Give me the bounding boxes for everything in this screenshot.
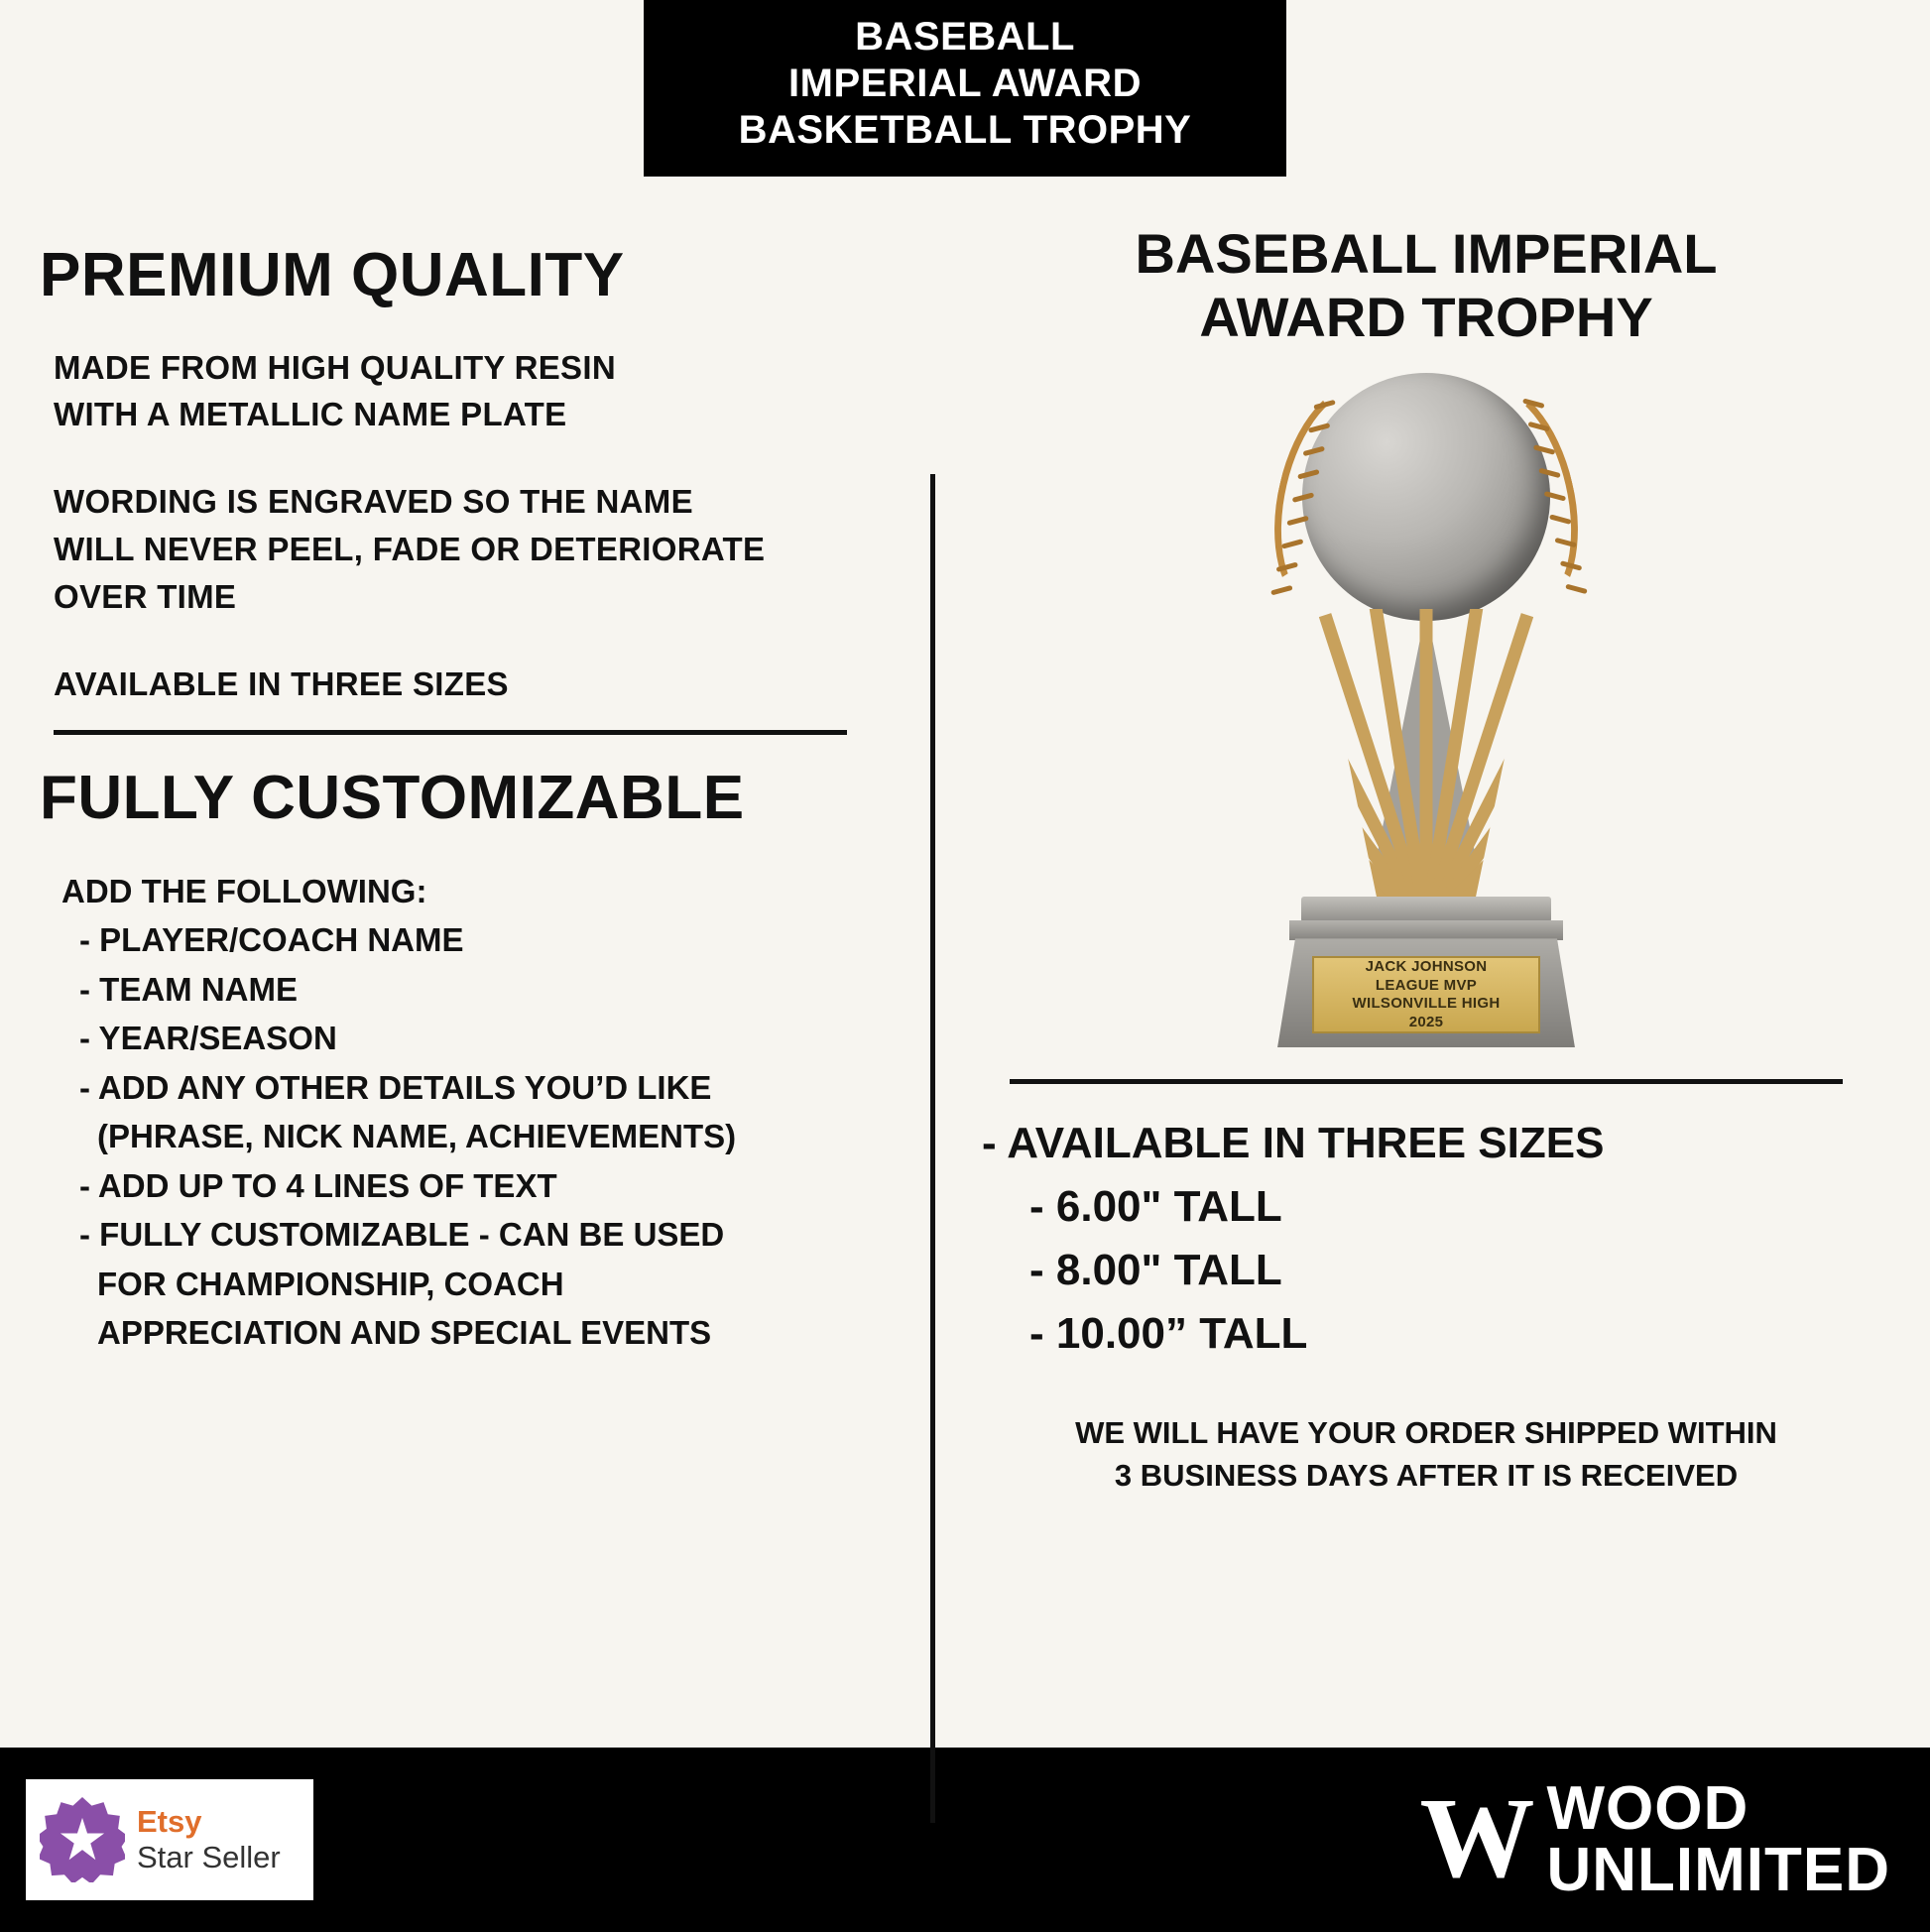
plate-line-4: 2025 [1408,1014,1444,1031]
stitch-icon [1549,515,1572,526]
stitch-icon [1527,422,1550,432]
resin-line-2: WITH A METALLIC NAME PLATE [54,396,567,433]
stitch-icon [1313,400,1336,411]
product-title-line-2: AWARD TROPHY [1199,285,1653,348]
baseball-icon [1302,373,1550,621]
shipping-line-1: WE WILL HAVE YOUR ORDER SHIPPED WITHIN [1075,1414,1777,1450]
list-item: - TEAM NAME [79,970,298,1008]
banner-line-1: BASEBALL [855,15,1075,59]
baseball-seam-right-icon [1431,373,1599,622]
stitch-icon [1522,399,1545,410]
brand-mark-icon: W [1419,1775,1529,1903]
plate-line-3: WILSONVILLE HIGH [1352,995,1501,1013]
engraving-line-2: WILL NEVER PEEL, FADE OR DETERIORATE [54,531,766,568]
engraving-paragraph [40,478,883,621]
list-item: APPRECIATION AND SPECIAL EVENTS [97,1314,712,1352]
stitch-icon [1538,468,1561,479]
shipping-line-2: 3 BUSINESS DAYS AFTER IT IS RECEIVED [1114,1457,1739,1493]
list-item: ADD THE FOLLOWING: [61,872,427,909]
trophy-illustration [1218,373,1634,1067]
list-item: - YEAR/SEASON [79,1020,337,1057]
size-option-2: - 8.00" TALL [1029,1245,1282,1294]
brand-line-2: UNLIMITED [1546,1836,1890,1904]
customization-list [40,867,883,1358]
engraving-line-1: WORDING IS ENGRAVED SO THE NAME [54,483,693,521]
size-heading: - AVAILABLE IN THREE SIZES [982,1119,1605,1168]
brand-line-1: WOOD [1546,1774,1749,1843]
plate-line-1: JACK JOHNSON [1365,957,1488,975]
list-item: - FULLY CUSTOMIZABLE - CAN BE USED [79,1216,725,1254]
stitch-icon [1292,493,1315,504]
resin-line-1: MADE FROM HIGH QUALITY RESIN [54,348,616,386]
column-mask-left [1317,609,1379,906]
list-item: - ADD UP TO 4 LINES OF TEXT [79,1166,557,1204]
product-title-line-1: BASEBALL IMPERIAL [1135,221,1718,285]
body-area [0,177,1930,1748]
stitch-icon [1565,584,1588,595]
top-banner-container [0,0,1930,177]
baseball-seam-left-icon [1255,373,1422,622]
banner-line-3: BASKETBALL TROPHY [738,108,1192,153]
stitch-icon [1533,445,1556,456]
trophy-column-rays [1317,609,1535,906]
stitch-icon [1302,446,1325,457]
stitch-icon [1554,538,1577,548]
right-column [912,212,1930,1748]
etsy-label: Etsy [137,1804,202,1840]
trophy-base-mid [1289,920,1563,940]
left-column [0,212,912,1748]
list-item: - PLAYER/COACH NAME [79,921,464,959]
product-title [1136,222,1718,350]
stitch-icon [1286,516,1309,527]
size-option-3: - 10.00” TALL [1029,1308,1308,1358]
brand-wordmark [1546,1774,1890,1904]
fully-customizable-heading: FULLY CUSTOMIZABLE [40,763,745,832]
stitch-icon [1308,423,1331,434]
sizes-paragraph [40,661,883,708]
stitch-icon [1281,539,1304,549]
top-banner [644,0,1286,177]
premium-quality-heading: PREMIUM QUALITY [40,240,625,309]
star-seller-label: Star Seller [137,1840,281,1874]
list-item: FOR CHAMPIONSHIP, COACH [97,1265,564,1302]
vertical-divider [930,474,935,1823]
stitch-icon [1270,585,1293,596]
star-badge-icon [40,1797,125,1882]
sizes-line-1: AVAILABLE IN THREE SIZES [54,664,509,702]
column-mask-right [1474,609,1535,906]
etsy-badge-text [137,1804,281,1874]
etsy-star-seller-badge [26,1779,313,1900]
stitch-icon [1560,561,1583,572]
resin-paragraph [40,344,883,439]
trophy-base-top [1301,897,1551,922]
brand-logo [1419,1774,1904,1904]
footer [0,1748,1930,1932]
stitch-icon [1544,491,1567,502]
banner-line-2: IMPERIAL AWARD [788,61,1142,106]
plate-line-2: LEAGUE MVP [1375,976,1478,994]
shipping-note [1075,1411,1777,1498]
engraving-line-3: OVER TIME [54,577,237,615]
size-option-1: - 6.00" TALL [1029,1182,1282,1232]
right-horizontal-divider [1010,1079,1843,1084]
trophy-image-area [962,359,1890,1073]
stitch-icon [1297,469,1320,480]
engraved-name-plate [1312,956,1540,1033]
list-item: (PHRASE, NICK NAME, ACHIEVEMENTS) [97,1118,737,1155]
list-item: - ADD ANY OTHER DETAILS YOU’D LIKE [79,1068,712,1106]
stitch-icon [1275,562,1298,573]
left-horizontal-divider [54,730,847,735]
size-options [962,1112,1604,1365]
